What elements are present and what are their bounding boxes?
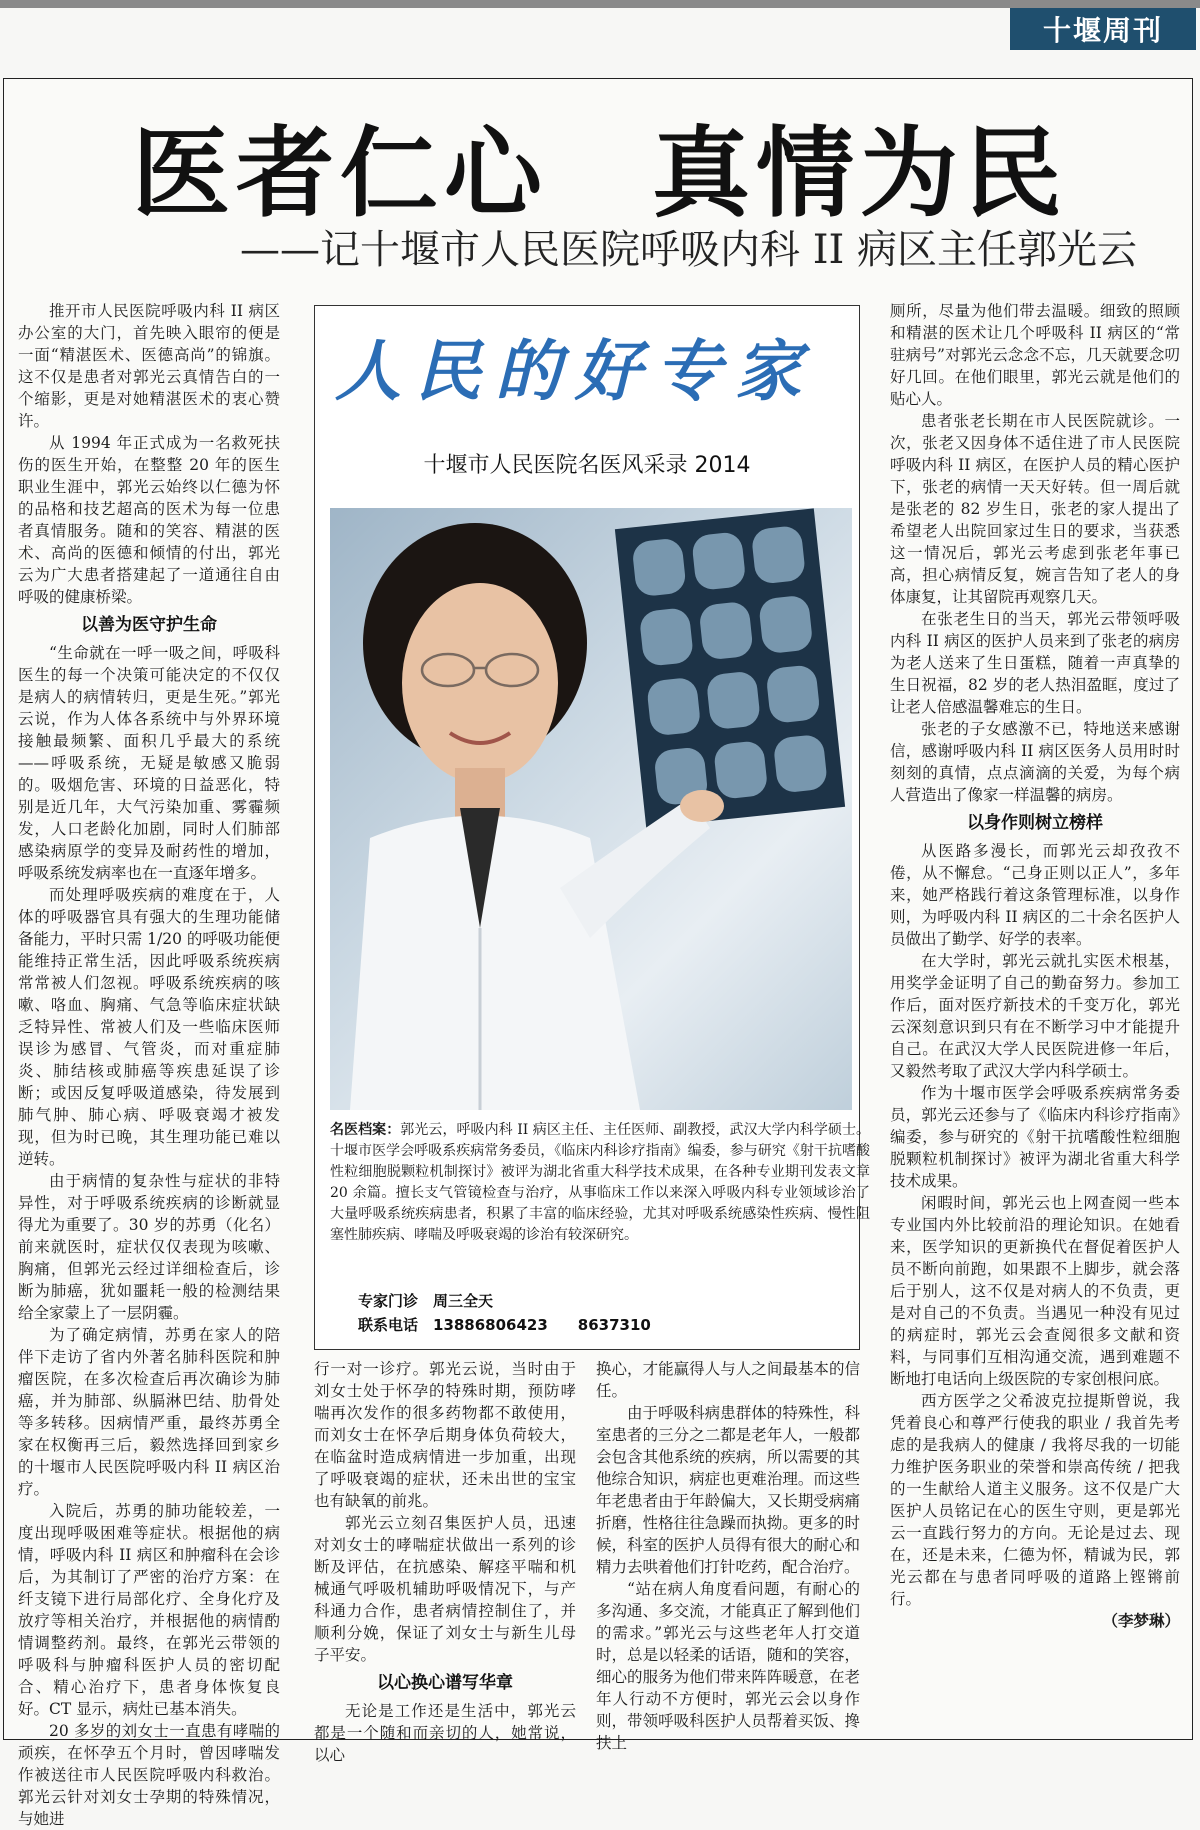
section-heading: 以心换心谱写华章: [377, 1673, 513, 1693]
paragraph: “生命就在一呼一吸之间，呼吸科医生的每一个决策可能决定的不仅仅是病人的病情转归，更是生死。”郭光云说，作为人体各系统中与外界环境接触最频繁、面积几乎最大的系统——呼吸系统，无疑是敏感又脆弱的。吸烟危害、环境的日益恶化，特别是近几年，大气污染加重、雾霾频发，人口老龄化加剧，同时人们肺部感染病原学的变异及耐药性的增加，呼吸系统发病率也在一直逐年增多。: [18, 644, 280, 882]
headline: 医者仁心 真情为民: [131, 116, 1068, 231]
paragraph: 在大学时，郭光云就扎实医术根基，用奖学金证明了自己的勤奋努力。参加工作后，面对医疗新技术的千变万化，郭光云深刻意识到只有在不断学习中才能提升自己。在武汉大学人民医院进修一年后，又毅然考取了武汉大学内科学硕士。: [890, 952, 1180, 1080]
article-column-3: [596, 1358, 860, 1754]
byline: （李梦琳）: [1102, 1612, 1180, 1630]
paragraph: 郭光云立刻召集医护人员，迅速对刘女士的哮喘症状做出一系列的诊断及评估，在抗感染、解痉平喘和机械通气呼吸机辅助呼吸情况下，与产科通力合作，患者病情控制住了，并顺利分娩，保证了刘女士与新生儿母子平安。: [314, 1514, 576, 1664]
paragraph: 厕所，尽量为他们带去温暖。细致的照顾和精湛的医术让几个呼吸科 II 病区的“常驻病号”对郭光云念念不忘，几天就要念叨好几回。在他们眼里，郭光云就是他们的贴心人。: [890, 302, 1180, 408]
subheadline: ——记十堰市人民医院呼吸内科 II 病区主任郭光云: [240, 227, 1138, 273]
paragraph: 换心，才能赢得人与人之间最基本的信任。: [596, 1360, 860, 1400]
section-heading: 以善为医守护生命: [81, 615, 217, 635]
paragraph: 推开市人民医院呼吸内科 II 病区办公室的大门，首先映入眼帘的便是一面“精湛医术、医德高尚”的锦旗。这不仅是患者对郭光云真情告白的一个缩影，更是对她精湛医术的衷心赞许。: [18, 302, 280, 430]
paragraph: 在张老生日的当天，郭光云带领呼吸内科 II 病区的医护人员来到了张老的病房为老人送来了生日蛋糕，随着一声真挚的生日祝福，82 岁的老人热泪盈眶，度过了让老人倍感温馨难忘的生日。: [890, 610, 1180, 716]
top-rule: [0, 0, 1200, 8]
article-column-1: [18, 300, 280, 1830]
paragraph: 无论是工作还是生活中，郭光云都是一个随和而亲切的人，她常说，以心: [314, 1702, 576, 1764]
doctor-profile: [330, 1120, 870, 1246]
paragraph: 由于呼吸科病患群体的特殊性，科室患者的三分之二都是老年人，一般都会包含其他系统的疾病，所以需要的其他综合知识，病症也更难治理。而这些年老患者由于年龄偏大，又长期受病痛折磨，性格往往急躁而执拗。更多的时候，科室的医护人员得有很大的耐心和精力去哄着他们打针吃药，配合治疗。: [596, 1404, 860, 1576]
paragraph: 行一对一诊疗。郭光云说，当时由于刘女士处于怀孕的特殊时期，预防哮喘再次发作的很多药物都不敢使用，而刘女士在怀孕后期身体负荷较大，在临盆时造成病情进一步加重，出现了呼吸衰竭的症状，还未出世的宝宝也有缺氧的前兆。: [314, 1360, 576, 1510]
article-column-4: [890, 300, 1180, 1632]
section-heading: 以身作则树立榜样: [967, 813, 1103, 833]
feature-title: 十堰市人民医院名医风采录 2014: [423, 453, 751, 478]
photo-illustration: [330, 508, 852, 1110]
paragraph: 由于病情的复杂性与症状的非特异性，对于呼吸系统疾病的诊断就显得尤为重要了。30 岁的苏勇（化名）前来就医时，症状仅仅表现为咳嗽、胸痛，但郭光云经过详细检查后，诊断为肺癌，犹如噩耗一般的检测结果给全家蒙上了一层阴霾。: [18, 1172, 280, 1322]
paragraph: 张老的子女感激不已，特地送来感谢信，感谢呼吸内科 II 病区医务人员用时时刻刻的真情，点点滴滴的关爱，为每个病人营造出了像家一样温馨的病房。: [890, 720, 1180, 804]
paragraph: 西方医学之父希波克拉提斯曾说，我凭着良心和尊严行使我的职业 / 我首先考虑的是我病人的健康 / 我将尽我的一切能力维护医务职业的荣誉和崇高传统 / 把我的一生献给人道主义服务。这不仅是广大医护人员铭记在心的医生守则，更是郭光云一直践行努力的方向。无论是过去、现在，还是未来，仁德为怀，精诚为民，郭光云都在与患者同呼吸的道路上铿锵前行。: [890, 1392, 1180, 1608]
doctor-photo: [330, 508, 852, 1110]
contact-phone: 联系电话 13886806423 8637310: [358, 1316, 651, 1334]
paragraph: 从 1994 年正式成为一名救死扶伤的医生开始，在整整 20 年的医生职业生涯中，郭光云始终以仁德为怀的品格和技艺超高的医术为每一位患者真情服务。随和的笑容、精湛的医术、高尚的医德和倾情的付出，郭光云为广大患者搭建起了一道通往自由呼吸的健康桥梁。: [18, 434, 280, 606]
paragraph: 为了确定病情，苏勇在家人的陪伴下走访了省内外著名肺科医院和肿瘤医院，在多次检查后再次确诊为肺癌，并为肺部、纵膈淋巴结、肋骨处等多转移。因病情严重，最终苏勇全家在权衡再三后，毅然选择回到家乡的十堰市人民医院呼吸内科 II 病区治疗。: [18, 1326, 280, 1498]
calligraphy-title: 人民的好专家: [335, 332, 815, 410]
profile-label: 名医档案：: [330, 1122, 401, 1138]
profile-text: 郭光云，呼吸内科 II 病区主任、主任医师、副教授，武汉大学内科学硕士。十堰市医学会呼吸系疾病常务委员，《临床内科诊疗指南》编委，参与研究《射干抗嗜酸性粒细胞脱颗粒机制探讨》被评为湖北省重大科学技术成果，在各种专业期刊发表文章 20 余篇。擅长支气管镜检查与治疗，从事临床工作以来深入呼吸内科专业领域诊治了大量呼吸系统疾病患者，积累了丰富的临床经验，尤其对呼吸系统感染性疾病、慢性阻塞性肺疾病、哮喘及呼吸衰竭的诊治有较深研究。: [330, 1122, 871, 1243]
paragraph: 而处理呼吸疾病的难度在于，人体的呼吸器官具有强大的生理功能储备能力，平时只需 1/20 的呼吸功能便能维持正常生活，因此呼吸系统疾病常常被人们忽视。呼吸系统疾病的咳嗽、咯血、胸痛、气急等临床症状缺乏特异性、常被人们及一些临床医师误诊为感冒、气管炎，而对重症肺炎、肺结核或肺癌等疾患延误了诊断；或因反复呼吸道感染，待发展到肺气肿、肺心病、呼吸衰竭才被发现，但为时已晚，其生理功能已难以逆转。: [18, 886, 280, 1168]
paragraph: 患者张老长期在市人民医院就诊。一次，张老又因身体不适住进了市人民医院呼吸内科 II 病区，在医护人员的精心医护下，张老的病情一天天好转。但一周后就是张老的 82 岁生日，张老的家人提出了希望老人出院回家过生日的要求，当获悉这一情况后，郭光云考虑到张老年事已高，担心病情反复，婉言告知了老人的身体康复，让其留院再观察几天。: [890, 412, 1180, 606]
masthead-label: 十堰周刊: [1010, 8, 1196, 50]
article-column-2: [314, 1358, 576, 1766]
clinic-hours: 专家门诊 周三全天: [358, 1292, 494, 1310]
paragraph: 20 多岁的刘女士一直患有哮喘的顽疾，在怀孕五个月时，曾因哮喘发作被送往市人民医院呼吸内科救治。郭光云针对刘女士孕期的特殊情况，与她进: [18, 1722, 280, 1828]
paragraph: 作为十堰市医学会呼吸系疾病常务委员，郭光云还参与了《临床内科诊疗指南》编委，参与研究的《射干抗嗜酸性粒细胞脱颗粒机制探讨》被评为湖北省重大科学技术成果。: [890, 1084, 1180, 1190]
paragraph: 从医路多漫长，而郭光云却孜孜不倦，从不懈怠。“己身正则以正人”，多年来，她严格践行着这条管理标准，以身作则，为呼吸内科 II 病区的二十余名医护人员做出了勤学、好学的表率。: [890, 842, 1180, 948]
paragraph: 入院后，苏勇的肺功能较差，一度出现呼吸困难等症状。根据他的病情，呼吸内科 II 病区和肿瘤科在会诊后，为其制订了严密的治疗方案：在纤支镜下进行局部化疗、全身化疗及放疗等相关治疗，并根据他的病情酌情调整药剂。最终，在郭光云带领的呼吸科与肿瘤科医护人员的密切配合、精心治疗下，患者身体恢复良好。CT 显示，病灶已基本消失。: [18, 1502, 280, 1718]
paragraph: “站在病人角度看问题，有耐心的多沟通、多交流，才能真正了解到他们的需求。”郭光云与这些老年人打交道时，总是以轻柔的话语，随和的笑容，细心的服务为他们带来阵阵暖意，在老年人行动不方便时，郭光云会以身作则，带领呼吸科医护人员帮着买饭、搀扶上: [596, 1580, 860, 1752]
paragraph: 闲暇时间，郭光云也上网查阅一些本专业国内外比较前沿的理论知识。在她看来，医学知识的更新换代在督促着医护人员不断向前跑，如果跟不上脚步，就会落后于别人，这不仅是对病人的不负责，更是对自己的不负责。当遇见一种没有见过的病症时，郭光云会查阅很多文献和资料，与同事们互相沟通交流，遇到难题不断地打电话向上级医院的专家创根问底。: [890, 1194, 1180, 1388]
